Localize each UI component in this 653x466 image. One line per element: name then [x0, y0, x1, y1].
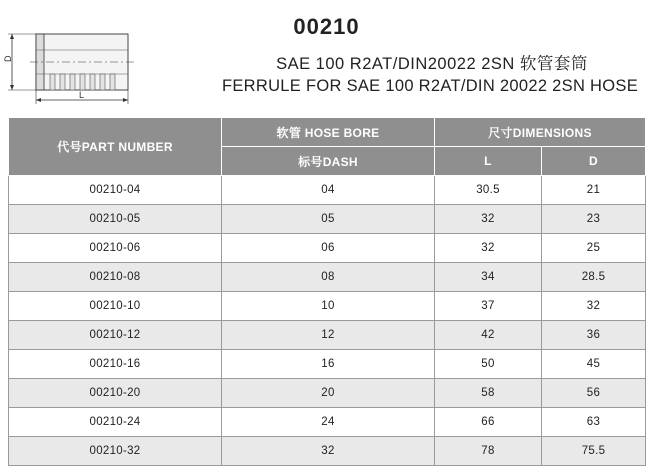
- table-row: [9, 408, 646, 437]
- ferrule-drawing: [2, 32, 137, 108]
- diameter-cell: 45: [542, 350, 646, 379]
- diameter-cell: 25: [542, 234, 646, 263]
- table-row: [9, 263, 646, 292]
- diameter-cell: 32: [542, 292, 646, 321]
- diameter-cell: 28.5: [542, 263, 646, 292]
- length-cell: 66: [435, 408, 542, 437]
- diameter-cell: 75.5: [542, 437, 646, 466]
- header-dimensions: 尺寸DIMENSIONS: [435, 118, 646, 147]
- part-number-cell: 00210-06: [9, 234, 222, 263]
- dash-cell: 32: [222, 437, 435, 466]
- part-number-cell: 00210-24: [9, 408, 222, 437]
- length-cell: 78: [435, 437, 542, 466]
- table-row: [9, 292, 646, 321]
- part-number-cell: 00210-08: [9, 263, 222, 292]
- diameter-cell: 23: [542, 205, 646, 234]
- dimension-label-l: L: [79, 90, 85, 100]
- table-row: [9, 234, 646, 263]
- dimension-label-d: D: [3, 55, 13, 62]
- length-cell: 30.5: [435, 176, 542, 205]
- table-row: [9, 176, 646, 205]
- spec-table: [8, 117, 646, 466]
- diameter-cell: 21: [542, 176, 646, 205]
- table-row: [9, 321, 646, 350]
- dash-cell: 24: [222, 408, 435, 437]
- length-cell: 34: [435, 263, 542, 292]
- subtitle-english: FERRULE FOR SAE 100 R2AT/DIN 20022 2SN HOSE: [221, 77, 639, 95]
- dash-cell: 10: [222, 292, 435, 321]
- part-number-cell: 00210-10: [9, 292, 222, 321]
- header-dash: 标号DASH: [222, 147, 435, 176]
- length-cell: 50: [435, 350, 542, 379]
- length-cell: 32: [435, 205, 542, 234]
- part-number-cell: 00210-16: [9, 350, 222, 379]
- diameter-cell: 63: [542, 408, 646, 437]
- table-row: [9, 205, 646, 234]
- dash-cell: 16: [222, 350, 435, 379]
- table-row: [9, 350, 646, 379]
- part-number-cell: 00210-04: [9, 176, 222, 205]
- dash-cell: 06: [222, 234, 435, 263]
- subtitle-chinese: SAE 100 R2AT/DIN20022 2SN 软管套筒: [276, 55, 588, 73]
- header-length: L: [435, 147, 542, 176]
- dash-cell: 20: [222, 379, 435, 408]
- length-cell: 32: [435, 234, 542, 263]
- product-code: 00210: [293, 14, 360, 39]
- dash-cell: 12: [222, 321, 435, 350]
- length-cell: 58: [435, 379, 542, 408]
- part-number-cell: 00210-05: [9, 205, 222, 234]
- table-row: [9, 437, 646, 466]
- dash-cell: 05: [222, 205, 435, 234]
- part-number-cell: 00210-12: [9, 321, 222, 350]
- diameter-cell: 56: [542, 379, 646, 408]
- header-part-number: 代号PART NUMBER: [9, 118, 222, 176]
- table-body: [9, 176, 646, 466]
- dash-cell: 08: [222, 263, 435, 292]
- part-number-cell: 00210-20: [9, 379, 222, 408]
- diameter-cell: 36: [542, 321, 646, 350]
- part-number-cell: 00210-32: [9, 437, 222, 466]
- dash-cell: 04: [222, 176, 435, 205]
- length-cell: 37: [435, 292, 542, 321]
- table-row: [9, 379, 646, 408]
- length-cell: 42: [435, 321, 542, 350]
- header-diameter: D: [542, 147, 646, 176]
- header-hose-bore: 软管 HOSE BORE: [222, 118, 435, 147]
